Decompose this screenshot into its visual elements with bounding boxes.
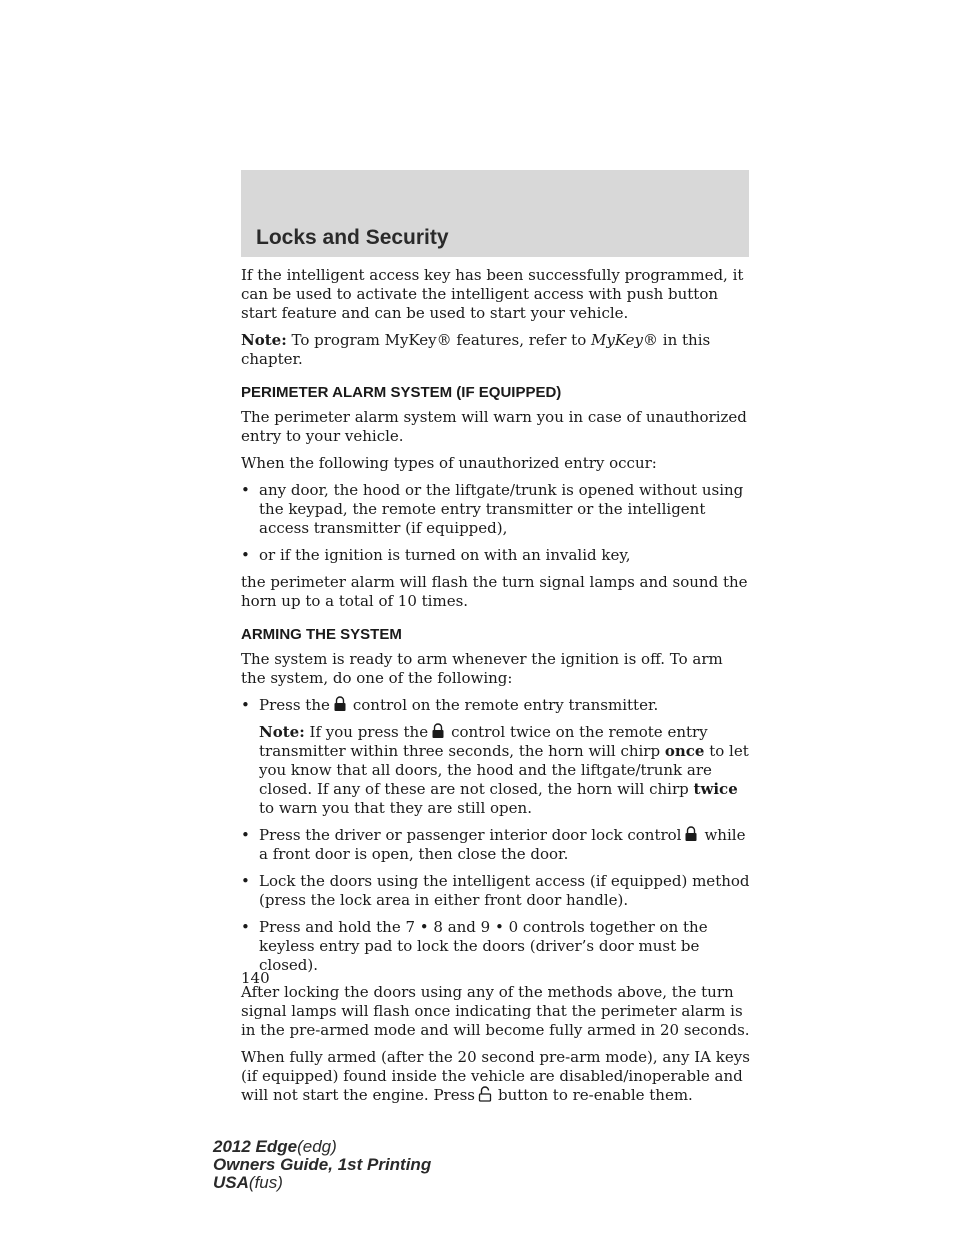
page-content	[241, 266, 751, 1113]
page-number: 140	[241, 969, 270, 987]
perimeter-alarm-heading: PERIMETER ALARM SYSTEM (IF EQUIPPED)	[241, 384, 562, 401]
list-item: • Press the control on the remote entry transmitter.	[241, 696, 659, 714]
lock-icon	[431, 723, 445, 739]
list-item: • any door, the hood or the liftgate/trunk is opened without using the keypad, the remote entry transmitter or the intelligent access transmitter (if equipped),	[241, 481, 744, 537]
mykey-note: Note: To program MyKey® features, refer to MyKey® in this chapter.	[241, 331, 711, 368]
note-label: Note:	[241, 331, 287, 349]
lock-icon	[333, 696, 347, 712]
pre-armed-paragraph: After locking the doors using any of the methods above, the turn signal lamps will flash once indicating that the perimeter alarm is in the pre-armed mode and will become fully armed in 20 seconds.	[241, 983, 750, 1039]
mykey-reference: MyKey®	[591, 331, 659, 349]
alarm-behavior-paragraph: the perimeter alarm will flash the turn signal lamps and sound the horn up to a total of 10 times.	[241, 573, 748, 610]
fully-armed-paragraph: When fully armed (after the 20 second pre-arm mode), any IA keys (if equipped) found inside the vehicle are disabled/inoperable and will not start the engine. Press button to re-enable them.	[241, 1048, 750, 1104]
unauthorized-entry-intro: When the following types of unauthorized entry occur:	[241, 454, 657, 472]
list-item: • Lock the doors using the intelligent access (if equipped) method (press the lock area in either front door handle).	[241, 872, 750, 909]
arming-intro: The system is ready to arm whenever the ignition is off. To arm the system, do one of the following:	[241, 650, 723, 687]
intro-paragraph: If the intelligent access key has been successfully programmed, it can be used to activate the intelligent access with push button start feature and can be used to start your vehicle.	[241, 266, 744, 322]
arming-note: Note: If you press the control twice on the remote entry transmitter within three seconds, the horn will chirp once to let you know that all doors, the hood and the liftgate/trunk are closed. If any of these are not closed, the horn will chirp twice to warn you that they are still open.	[259, 723, 749, 817]
note-label: Note:	[259, 723, 305, 741]
list-item: • Press the driver or passenger interior door lock control while a front door is open, then close the door.	[241, 826, 746, 863]
lock-icon	[684, 826, 698, 842]
section-title: Locks and Security	[256, 226, 449, 249]
arming-heading: ARMING THE SYSTEM	[241, 626, 402, 643]
footer-imprint: 2012 Edge(edg) Owners Guide, 1st Printing USA(fus)	[213, 1137, 432, 1192]
perimeter-intro: The perimeter alarm system will warn you in case of unauthorized entry to your vehicle.	[241, 408, 747, 445]
unlock-icon	[478, 1086, 492, 1102]
list-item: • Press and hold the 7 • 8 and 9 • 0 controls together on the keyless entry pad to lock the doors (driver’s door must be closed).	[241, 918, 708, 974]
list-item: • or if the ignition is turned on with an invalid key,	[241, 546, 631, 564]
